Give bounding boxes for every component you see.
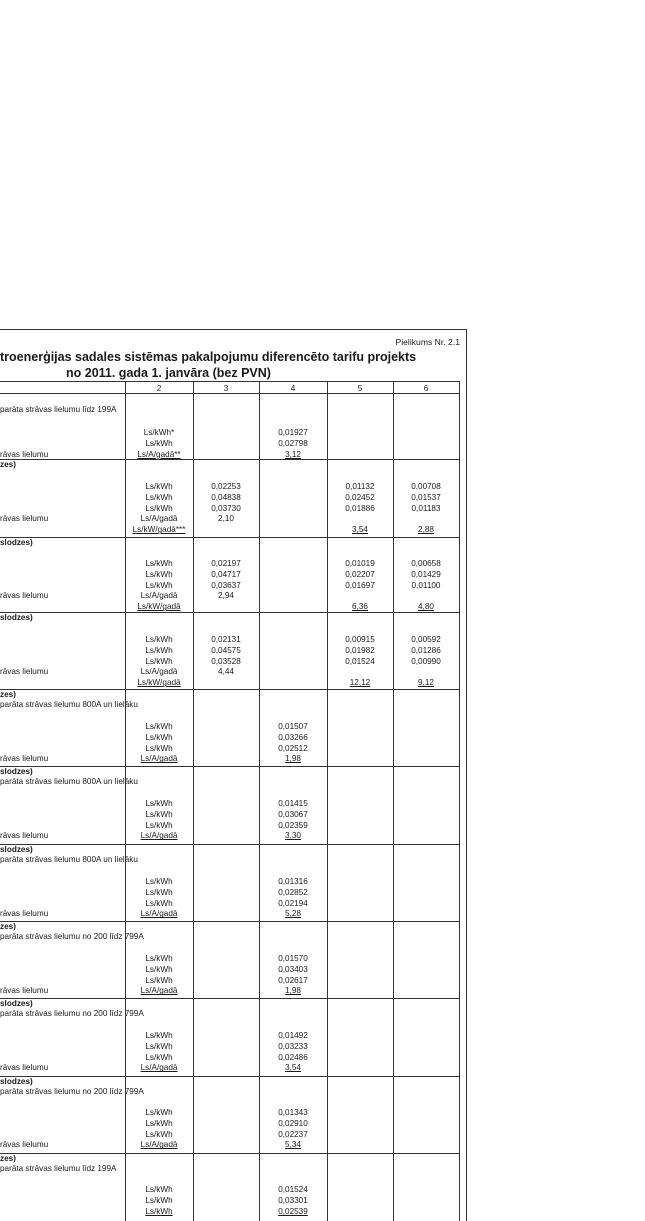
section-divider: [0, 844, 459, 845]
unit-cell: Ls/kWh*: [143, 428, 175, 437]
value-cell-col5: 0,01019: [345, 559, 375, 568]
unit-cell: Ls/kWh: [145, 1108, 173, 1117]
unit-cell: Ls/kWh: [145, 438, 173, 448]
unit-cell: Ls/A/gadā: [140, 514, 178, 524]
unit-cell: Ls/kWh: [145, 492, 173, 502]
section-heading: slodzes): [0, 767, 33, 776]
unit-cell: Ls/kWh: [145, 887, 173, 897]
section-divider: [0, 998, 459, 999]
row-label: rāvas lielumu: [0, 831, 49, 841]
value-cell-col6: 0,01537: [411, 492, 441, 502]
value-cell-col4: 0,02617: [278, 975, 308, 985]
column-header-2: 2: [156, 384, 162, 393]
unit-cell: Ls/kWh: [145, 954, 173, 963]
section-divider: [0, 1076, 459, 1077]
unit-cell: Ls/kWh: [145, 1052, 173, 1062]
value-cell-col4: 0,01570: [278, 954, 308, 963]
unit-cell: Ls/A/gadā: [140, 591, 178, 601]
section-divider: [0, 689, 459, 690]
value-cell-col3: 0,04717: [211, 569, 241, 579]
unit-cell: Ls/kWh: [145, 964, 173, 974]
value-cell-col6: 0,00658: [411, 559, 441, 568]
value-cell-col3: 0,03637: [211, 580, 241, 590]
unit-cell: Ls/A/gadā: [140, 754, 178, 764]
value-cell-col5: 0,02452: [345, 492, 375, 502]
table-rule: [0, 329, 466, 330]
value-cell-col4: 0,03233: [278, 1041, 308, 1051]
document-title-line-1: troenerģijas sadales sistēmas pakalpojumu diferencēto tarifu projekts: [0, 350, 417, 364]
unit-cell: Ls/kWh: [145, 877, 173, 886]
section-divider: [0, 612, 459, 613]
table-rule: [0, 393, 459, 394]
unit-cell: Ls/kWh: [145, 1185, 173, 1194]
value-cell-col3: 2,10: [218, 514, 234, 524]
unit-cell: Ls/kWh: [145, 482, 173, 491]
unit-cell: Ls/kW/gadā***: [132, 525, 186, 535]
unit-cell: Ls/A/gadā**: [137, 449, 181, 459]
column-header-4: 4: [290, 384, 296, 393]
value-cell-col4: 0,02237: [278, 1129, 308, 1139]
section-heading: parāta strāvas lielumu 800A un lielāku: [0, 855, 138, 864]
value-cell-col6: 0,01100: [411, 580, 441, 590]
row-label: rāvas lielumu: [0, 1140, 49, 1150]
value-cell-col3: 0,02131: [211, 635, 241, 644]
value-cell-col3: 0,04838: [211, 492, 241, 502]
unit-cell: Ls/kWh: [145, 580, 173, 590]
value-cell-col6: 9,12: [418, 678, 434, 688]
document-title-line-2: no 2011. gada 1. janvāra (bez PVN): [66, 366, 271, 380]
row-label: rāvas lielumu: [0, 986, 49, 996]
unit-cell: Ls/kWh: [145, 799, 173, 808]
unit-cell: Ls/A/gadā: [140, 1063, 178, 1073]
unit-cell: Ls/A/gadā: [140, 667, 178, 677]
value-cell-col3: 0,04575: [211, 645, 241, 655]
value-cell-col4: 0,02194: [278, 898, 308, 908]
section-heading: slodzes): [0, 845, 33, 854]
unit-cell: Ls/kWh: [145, 635, 173, 644]
unit-cell: Ls/kWh: [145, 1129, 173, 1139]
value-cell-col3: 0,02253: [211, 482, 241, 491]
unit-cell: Ls/kWh: [145, 1041, 173, 1051]
column-divider: [193, 381, 194, 1221]
unit-cell: Ls/A/gadā: [140, 831, 178, 841]
unit-cell: Ls/kWh: [145, 722, 173, 731]
value-cell-col6: 0,01286: [411, 645, 441, 655]
column-divider: [259, 381, 260, 1221]
unit-cell: Ls/kWh: [145, 1195, 173, 1205]
value-cell-col3: 0,03528: [211, 656, 241, 666]
value-cell-col5: 0,01524: [345, 656, 375, 666]
column-header-6: 6: [423, 384, 429, 393]
value-cell-col4: 0,02512: [278, 743, 308, 753]
row-label: rāvas lielumu: [0, 754, 49, 764]
unit-cell: Ls/kWh: [145, 743, 173, 753]
value-cell-col4: 0,02852: [278, 887, 308, 897]
row-label: rāvas lielumu: [0, 1063, 49, 1073]
section-heading: zes): [0, 922, 16, 931]
value-cell-col5: 0,01697: [345, 580, 375, 590]
value-cell-col3: 0,03730: [211, 503, 241, 513]
section-heading: slodzes): [0, 1077, 33, 1086]
value-cell-col4: 0,01415: [278, 799, 308, 808]
unit-cell: Ls/kW/gadā: [137, 678, 181, 688]
section-heading: parāta strāvas lielumu 800A un lielāku: [0, 777, 138, 786]
section-heading: parāta strāvas lielumu no 200 līdz 799A: [0, 932, 144, 941]
unit-cell: Ls/kW/gadā: [137, 602, 181, 612]
value-cell-col4: 0,01316: [278, 877, 308, 886]
value-cell-col4: 3,30: [285, 831, 301, 841]
section-heading: parāta strāvas lielumu līdz 199A: [0, 1164, 117, 1173]
value-cell-col5: 0,01132: [345, 482, 375, 491]
unit-cell: Ls/kWh: [145, 732, 173, 742]
column-divider: [125, 381, 126, 1221]
value-cell-col6: 0,01183: [411, 503, 441, 513]
value-cell-col4: 0,01927: [278, 428, 308, 437]
section-heading: parāta strāvas lielumu no 200 līdz 799A: [0, 1087, 144, 1096]
value-cell-col4: 0,03301: [278, 1195, 308, 1205]
unit-cell: Ls/kWh: [145, 569, 173, 579]
unit-cell: Ls/kWh: [145, 1206, 173, 1216]
value-cell-col4: 5,34: [285, 1140, 301, 1150]
value-cell-col5: 0,00915: [345, 635, 375, 644]
section-divider: [0, 921, 459, 922]
unit-cell: Ls/kWh: [145, 503, 173, 513]
unit-cell: Ls/A/gadā: [140, 1140, 178, 1150]
section-heading: slodzes): [0, 538, 33, 547]
section-heading: zes): [0, 690, 16, 699]
value-cell-col4: 1,98: [285, 986, 301, 996]
unit-cell: Ls/kWh: [145, 559, 173, 568]
page-right-border: [466, 329, 467, 1221]
value-cell-col4: 0,01492: [278, 1031, 308, 1040]
table-rule: [0, 381, 459, 382]
value-cell-col6: 0,00708: [411, 482, 441, 491]
unit-cell: Ls/kWh: [145, 809, 173, 819]
appendix-number: Pielikums Nr. 2.1: [395, 337, 460, 347]
value-cell-col4: 0,01343: [278, 1108, 308, 1117]
value-cell-col5: 12,12: [349, 678, 371, 688]
value-cell-col5: 0,02207: [345, 569, 375, 579]
unit-cell: Ls/kWh: [145, 898, 173, 908]
value-cell-col6: 0,00592: [411, 635, 441, 644]
value-cell-col4: 3,12: [285, 449, 301, 459]
section-heading: parāta strāvas lielumu līdz 199A: [0, 405, 117, 414]
section-heading: parāta strāvas lielumu no 200 līdz 799A: [0, 1009, 144, 1018]
value-cell-col4: 0,02798: [278, 438, 308, 448]
value-cell-col4: 0,02486: [278, 1052, 308, 1062]
value-cell-col4: 3,54: [285, 1063, 301, 1073]
value-cell-col4: 0,03403: [278, 964, 308, 974]
section-heading: zes): [0, 460, 16, 469]
value-cell-col4: 1,98: [285, 754, 301, 764]
section-heading: parāta strāvas lielumu 800A un lielāku: [0, 700, 138, 709]
section-heading: slodzes): [0, 613, 33, 622]
row-label: rāvas lielumu: [0, 591, 49, 601]
row-label: rāvas lielumu: [0, 514, 49, 524]
row-label: rāvas lielumu: [0, 909, 49, 919]
value-cell-col6: 4,80: [418, 602, 434, 612]
column-divider: [327, 381, 328, 1221]
section-heading: zes): [0, 1154, 16, 1163]
value-cell-col6: 0,00990: [411, 656, 441, 666]
section-divider: [0, 459, 459, 460]
value-cell-col4: 0,01507: [278, 722, 308, 731]
value-cell-col6: 2,88: [418, 525, 434, 535]
value-cell-col3: 2,94: [218, 591, 234, 601]
row-label: rāvas lielumu: [0, 667, 49, 677]
unit-cell: Ls/kWh: [145, 1031, 173, 1040]
value-cell-col5: 0,01982: [345, 645, 375, 655]
unit-cell: Ls/kWh: [145, 656, 173, 666]
section-divider: [0, 766, 459, 767]
column-header-3: 3: [223, 384, 229, 393]
value-cell-col4: 0,03266: [278, 732, 308, 742]
column-divider: [393, 381, 394, 1221]
unit-cell: Ls/kWh: [145, 645, 173, 655]
section-heading: slodzes): [0, 999, 33, 1008]
section-divider: [0, 1153, 459, 1154]
value-cell-col5: 3,54: [352, 525, 368, 535]
value-cell-col4: 0,03067: [278, 809, 308, 819]
column-divider: [459, 381, 460, 1221]
value-cell-col3: 0,02197: [211, 559, 241, 568]
value-cell-col6: 0,01429: [411, 569, 441, 579]
value-cell-col4: 0,02910: [278, 1118, 308, 1128]
value-cell-col4: 0,02539: [278, 1206, 308, 1216]
row-label: rāvas lielumu: [0, 449, 49, 459]
unit-cell: Ls/A/gadā: [140, 986, 178, 996]
value-cell-col4: 5,28: [285, 909, 301, 919]
unit-cell: Ls/kWh: [145, 1118, 173, 1128]
value-cell-col4: 0,01524: [278, 1185, 308, 1194]
value-cell-col5: 0,01886: [345, 503, 375, 513]
value-cell-col4: 0,02359: [278, 820, 308, 830]
section-divider: [0, 537, 459, 538]
unit-cell: Ls/A/gadā: [140, 909, 178, 919]
column-header-5: 5: [357, 384, 363, 393]
unit-cell: Ls/kWh: [145, 975, 173, 985]
unit-cell: Ls/kWh: [145, 820, 173, 830]
value-cell-col3: 4,44: [218, 667, 234, 677]
value-cell-col5: 6,36: [352, 602, 368, 612]
